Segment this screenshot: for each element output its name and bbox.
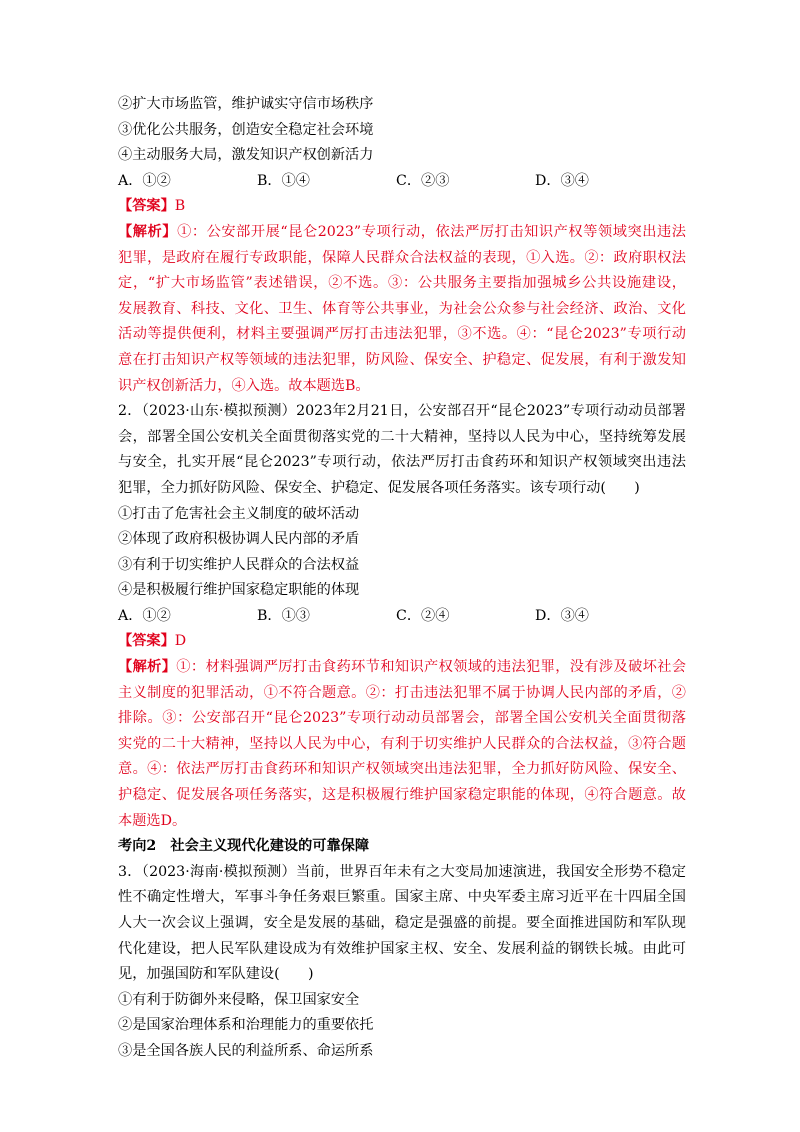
- document-content: [118, 92, 686, 1065]
- q2-choice-b: B．①③: [257, 607, 310, 624]
- q1-choice-b: B．①④: [257, 172, 310, 189]
- q2-choice-c: C．②④: [396, 607, 450, 624]
- q2-analysis-line-7: 本题选D。: [118, 812, 187, 829]
- q1-analysis-line-7: 识产权创新活力，④入选。故本题选B。: [118, 377, 370, 394]
- q2-analysis-line-5: 意。④：依法严厉打击食药环和知识产权领域突出违法犯罪，全力抓好防风险、保安全、: [118, 761, 686, 778]
- q1-analysis-label: 【解析】: [118, 223, 178, 240]
- q2-analysis-line-4: 实党的二十大精神，坚持以人民为中心，有利于切实维护人民群众的合法权益，③符合题: [118, 735, 686, 752]
- q1-choice-a: A．①②: [118, 172, 171, 189]
- q3-stem-line-3: 人大一次会议上强调，安全是发展的基础，稳定是强盛的前提。要全面推进国防和军队现: [118, 915, 686, 931]
- q2-choice-d: D．③④: [535, 607, 589, 624]
- q2-analysis-text-1: ①：材料强调严厉打击食药环节和知识产权领域的违法犯罪，没有涉及破坏社会: [176, 659, 686, 676]
- q2-stem-line-3: 与安全，扎实开展“昆仑2023”专项行动，依法严厉打击食药环和知识产权领域突出违法: [118, 454, 686, 471]
- q1-analysis-line-2: 犯罪，是政府在履行专政职能，保障人民群众合法权益的表现，①入选。②：政府职权法: [118, 249, 686, 266]
- q1-analysis-text-1: ①：公安部开展“昆仑2023”专项行动，依法严厉打击知识产权等领域突出违法: [177, 223, 686, 240]
- q2-choices: [118, 604, 686, 630]
- q1-analysis-line-1: [118, 220, 686, 246]
- q2-analysis-line-3: 排除。③：公安部召开“昆仑2023”专项行动动员部署会，部署全国公安机关全面贯彻落: [118, 710, 686, 727]
- q2-choice-a: A．①②: [118, 607, 171, 624]
- q2-stem-line-2: 会，部署全国公安机关全面贯彻落实党的二十大精神，坚持以人民为中心，坚持统筹发展: [118, 428, 686, 445]
- q2-option-3: ③有利于切实维护人民群众的合法权益: [118, 556, 360, 573]
- q2-option-4: ④是积极履行维护国家稳定职能的体现: [118, 582, 360, 599]
- q1-answer: [118, 194, 686, 220]
- q1-analysis-line-5: 活动等提供便利，材料主要强调严厉打击违法犯罪，③不选。④：“昆仑2023”专项行动: [118, 326, 686, 343]
- q2-analysis-line-2: 主义制度的犯罪活动，①不符合题意。②：打击违法犯罪不属于协调人民内部的矛盾，②: [118, 684, 686, 701]
- q2-option-2: ②体现了政府积极协调人民内部的矛盾: [118, 531, 360, 548]
- q2-option-1: ①打击了危害社会主义制度的破坏活动: [118, 505, 360, 522]
- q3-stem-line-2: 性不确定性增大，军事斗争任务艰巨繁重。国家主席、中央军委主席习近平在十四届全国: [118, 889, 686, 906]
- q1-analysis-line-6: 意在打击知识产权等领域的违法犯罪，防风险、保安全、护稳定、促发展，有利于激发知: [118, 351, 686, 368]
- q2-block: [118, 399, 686, 834]
- q2-answer: [118, 629, 686, 655]
- q2-answer-value: D: [174, 633, 187, 650]
- q1-choices: [118, 169, 686, 195]
- q2-stem-line-1: 2．（2023·山东·模拟预测）2023年2月21日，公安部召开“昆仑2023”专项行动动员部署: [118, 403, 686, 420]
- q1-option-3: ③优化公共服务，创造安全稳定社会环境: [118, 121, 374, 138]
- q1-choice-d: D．③④: [535, 172, 589, 189]
- q2-analysis-label: 【解析】: [118, 659, 177, 676]
- q1-choice-c: C．②③: [396, 172, 450, 189]
- q3-option-2: ②是国家治理体系和治理能力的重要依托: [118, 1017, 374, 1034]
- q3-option-1: ①有利于防御外来侵略，保卫国家安全: [118, 991, 360, 1008]
- q1-analysis-line-4: 发展教育、科技、文化、卫生、体育等公共事业，为社会公众参与社会经济、政治、文化: [118, 300, 686, 317]
- q3-block: [118, 860, 686, 1065]
- q3-stem-line-5: 见，加强国防和军队建设( ): [118, 966, 314, 983]
- q1-answer-value: B: [174, 198, 186, 215]
- q2-analysis-line-6: 护稳定、促发展各项任务落实，这是积极履行维护国家稳定职能的体现，④符合题意。故: [118, 787, 686, 804]
- q2-stem-line-4: 犯罪，全力抓好防风险、保安全、护稳定、促发展各项任务落实。该专项行动( ): [118, 479, 640, 496]
- q3-stem-line-4: 代化建设，把人民军队建设成为有效维护国家主权、安全、发展利益的钢铁长城。由此可: [118, 940, 686, 957]
- q1-option-2: ②扩大市场监管，维护诚实守信市场秩序: [118, 96, 374, 112]
- q3-stem-line-1: 3．（2023·海南·模拟预测）当前，世界百年未有之大变局加速演进，我国安全形势不稳定: [118, 863, 686, 880]
- section-heading: 考向2 社会主义现代化建设的可靠保障: [118, 838, 370, 855]
- q1-analysis-line-3: 定，“扩大市场监管”表述错误，②不选。③：公共服务主要指加强城乡公共设施建设，: [118, 275, 686, 292]
- q1-block: [118, 92, 686, 399]
- q3-option-3: ③是全国各族人民的利益所系、命运所系: [118, 1042, 374, 1059]
- q1-answer-label: 【答案】: [118, 198, 175, 215]
- q2-analysis-line-1: [118, 655, 686, 681]
- q2-answer-label: 【答案】: [118, 633, 175, 650]
- q1-option-4: ④主动服务大局，激发知识产权创新活力: [118, 147, 374, 164]
